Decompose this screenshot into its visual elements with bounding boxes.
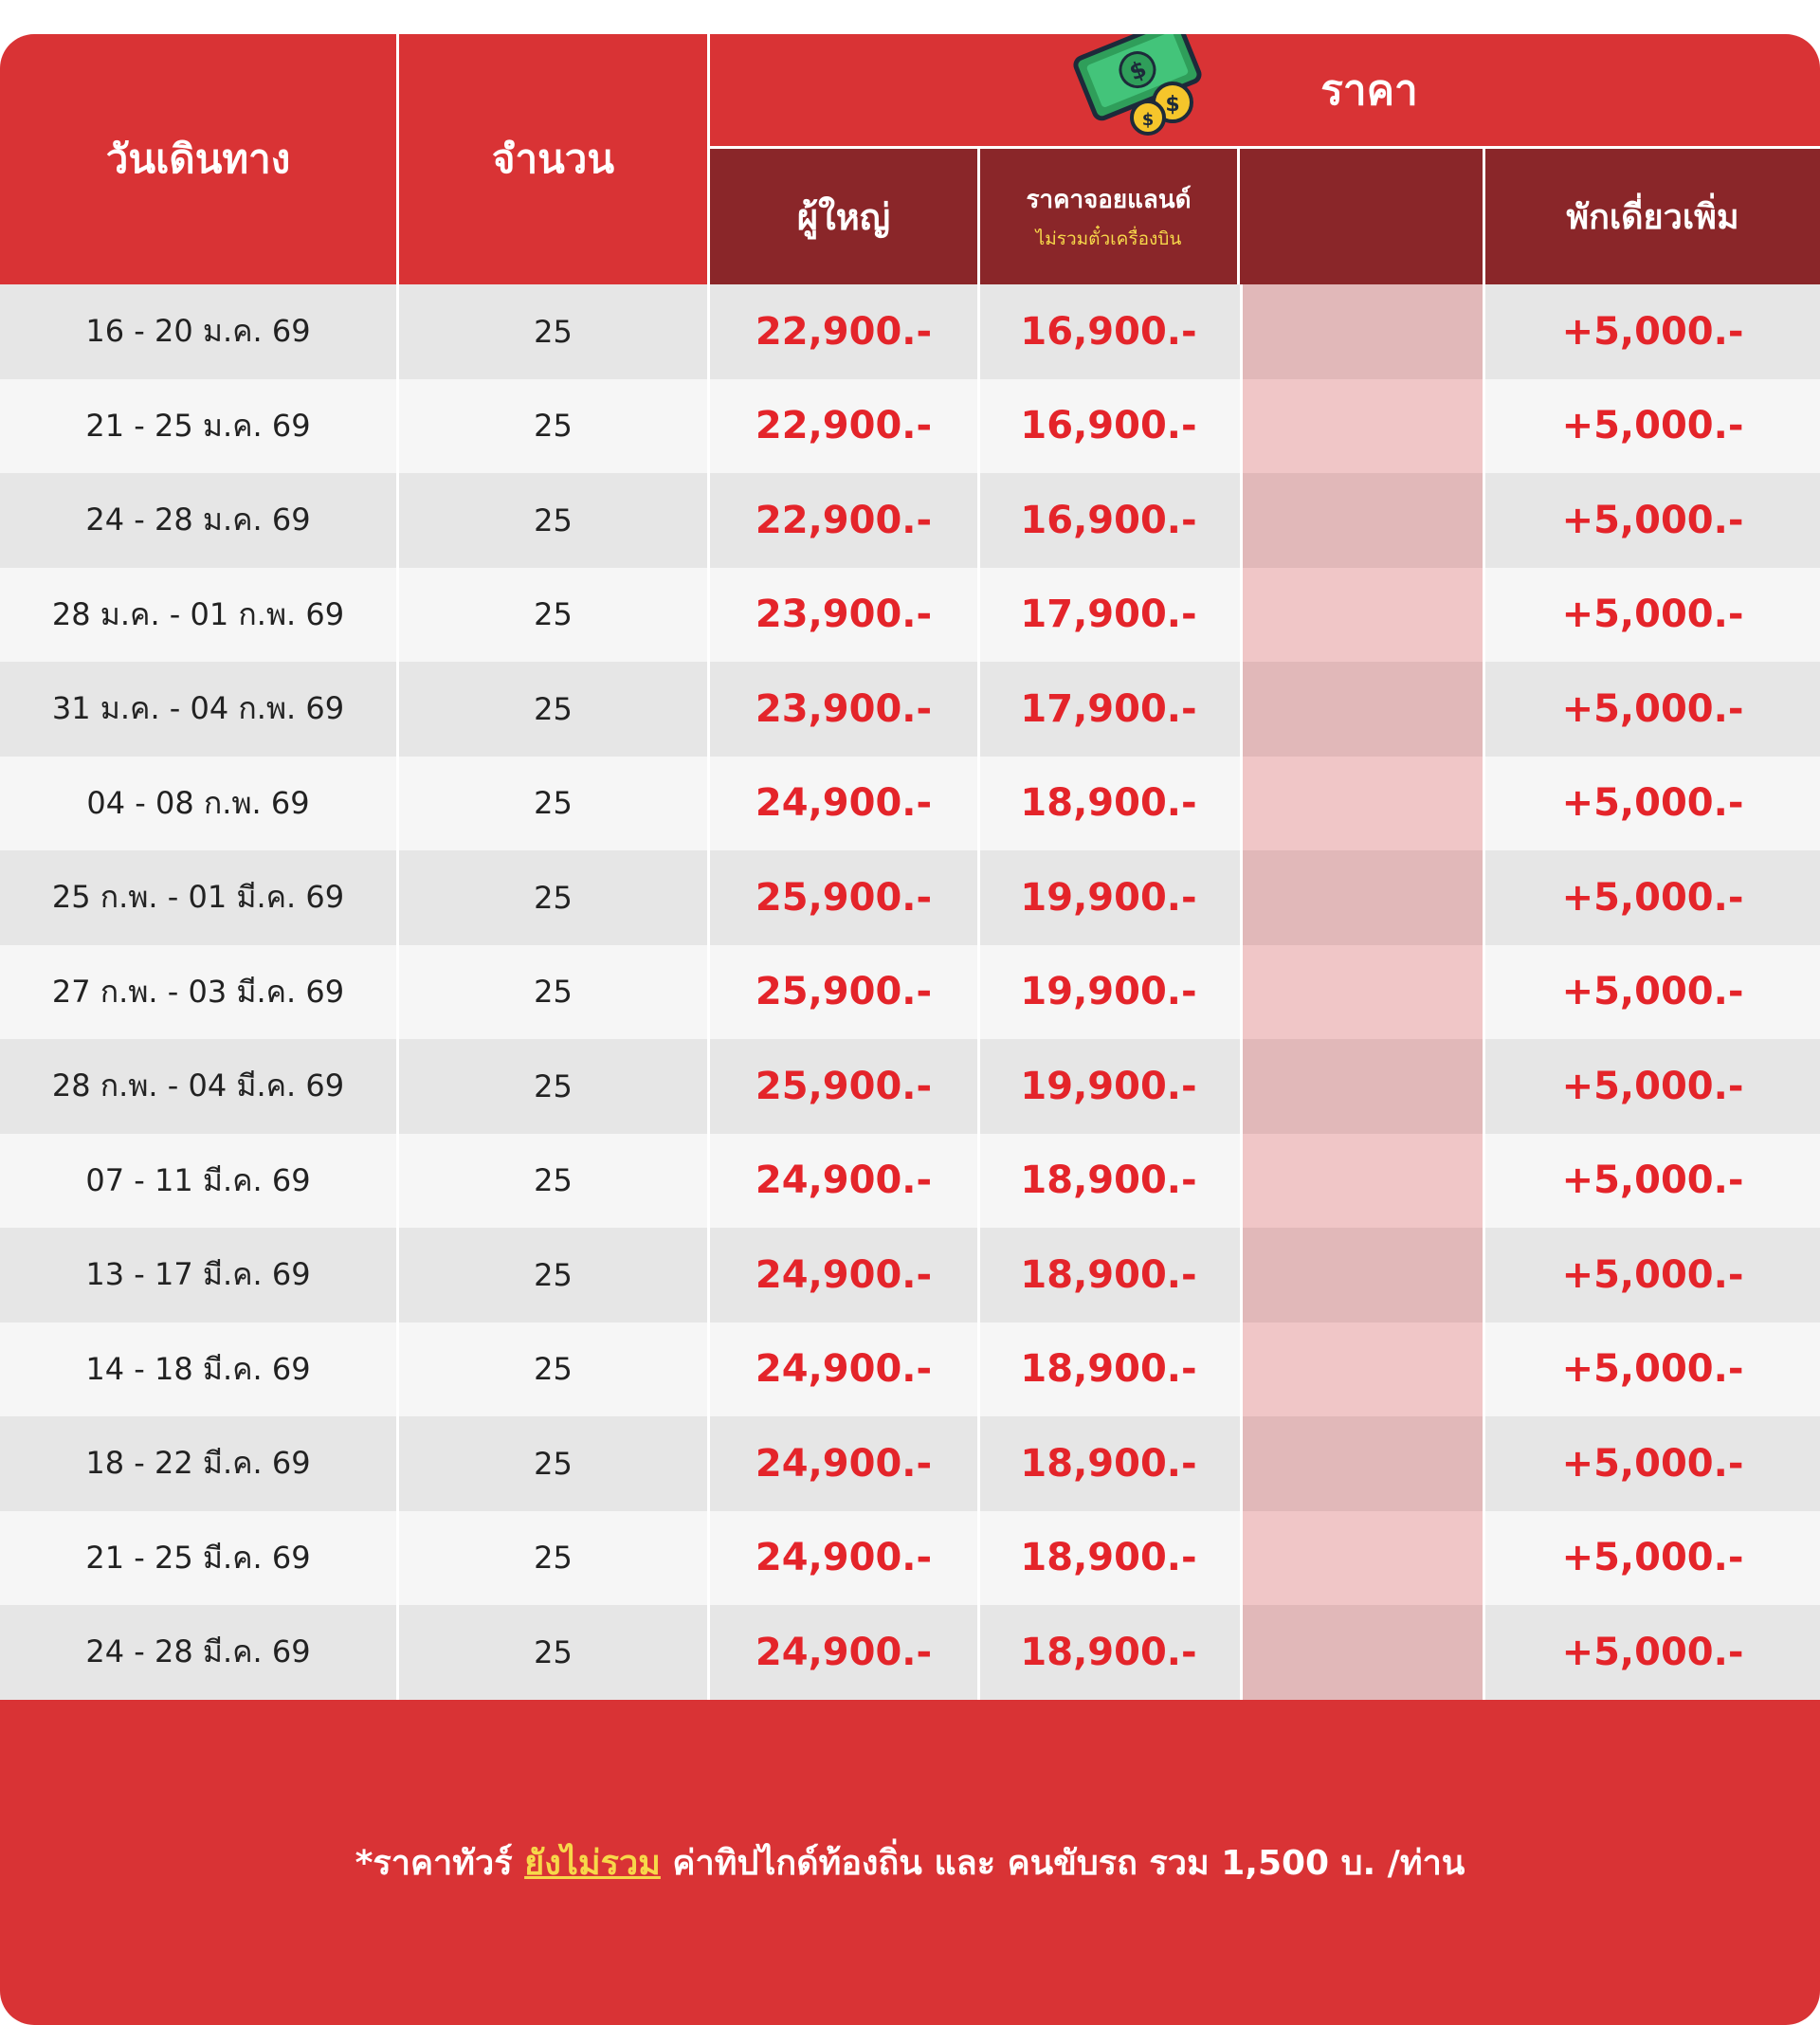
row-divider: [977, 379, 980, 474]
date-cell: 14 - 18 มี.ค. 69: [85, 1350, 311, 1387]
row-divider: [1240, 473, 1243, 568]
row-divider: [707, 379, 710, 474]
row-divider: [977, 1039, 980, 1134]
date-cell: 07 - 11 มี.ค. 69: [85, 1161, 311, 1198]
quantity-cell: 25: [534, 1445, 573, 1482]
adult-price-cell: 25,900.-: [755, 875, 933, 920]
row-divider: [977, 662, 980, 757]
svg-text:$: $: [1125, 55, 1151, 86]
row-divider: [1483, 1039, 1485, 1134]
header-divider: [710, 146, 1820, 149]
single-supplement-cell: +5,000.-: [1561, 1536, 1744, 1580]
single-supplement-cell: +5,000.-: [1561, 970, 1744, 1014]
joinland-price-cell: 16,900.-: [1020, 309, 1197, 354]
adult-price-cell: 23,900.-: [755, 593, 933, 637]
table-row: [0, 1134, 1820, 1229]
row-divider: [1483, 1511, 1485, 1606]
row-divider: [396, 1323, 399, 1417]
empty-cell: [1243, 1323, 1483, 1417]
joinland-price-cell: 18,900.-: [1020, 1158, 1197, 1203]
single-supplement-cell: +5,000.-: [1561, 781, 1744, 826]
footer-suffix: ค่าทิปไกด์ท้องถิ่น และ คนขับรถ รวม 1,500 บ. /ท่าน: [660, 1844, 1465, 1883]
header-divider: [1483, 149, 1485, 284]
adult-price-cell: 24,900.-: [755, 1252, 933, 1297]
header-single-supplement: [1485, 149, 1820, 284]
row-divider: [396, 850, 399, 945]
row-divider: [1240, 850, 1243, 945]
quantity-cell: 25: [534, 785, 573, 822]
row-divider: [396, 1511, 399, 1606]
table-row: [0, 1039, 1820, 1134]
row-divider: [977, 1605, 980, 1700]
row-divider: [396, 757, 399, 851]
joinland-price-cell: 19,900.-: [1020, 970, 1197, 1014]
single-supplement-cell: +5,000.-: [1561, 875, 1744, 920]
table-row: [0, 1605, 1820, 1700]
row-divider: [707, 473, 710, 568]
table-row: [0, 1416, 1820, 1511]
empty-cell: [1243, 379, 1483, 474]
row-divider: [707, 284, 710, 379]
header-joinland-note: ไม่รวมตั๋วเครื่องบิน: [1035, 228, 1182, 249]
svg-text:$: $: [1165, 93, 1180, 117]
adult-price-cell: 25,900.-: [755, 970, 933, 1014]
date-cell: 16 - 20 ม.ค. 69: [85, 313, 311, 350]
table-row: [0, 945, 1820, 1040]
row-divider: [1483, 1323, 1485, 1417]
adult-price-cell: 22,900.-: [755, 309, 933, 354]
price-table-card: [0, 34, 1820, 2025]
row-divider: [396, 945, 399, 1040]
quantity-cell: 25: [534, 408, 573, 445]
row-divider: [707, 1605, 710, 1700]
row-divider: [396, 1605, 399, 1700]
date-cell: 25 ก.พ. - 01 มี.ค. 69: [51, 879, 345, 916]
table-row: [0, 850, 1820, 945]
single-supplement-cell: +5,000.-: [1561, 1064, 1744, 1108]
row-divider: [1483, 757, 1485, 851]
table-row: [0, 1228, 1820, 1323]
date-cell: 21 - 25 มี.ค. 69: [85, 1539, 311, 1576]
adult-price-cell: 24,900.-: [755, 1347, 933, 1392]
adult-price-cell: 24,900.-: [755, 781, 933, 826]
row-divider: [396, 1228, 399, 1323]
row-divider: [1240, 1511, 1243, 1606]
row-divider: [707, 1228, 710, 1323]
row-divider: [396, 1039, 399, 1134]
header-empty-column: [1240, 149, 1483, 284]
row-divider: [1240, 284, 1243, 379]
row-divider: [396, 1416, 399, 1511]
row-divider: [977, 945, 980, 1040]
date-cell: 24 - 28 ม.ค. 69: [85, 502, 311, 538]
joinland-price-cell: 18,900.-: [1020, 1630, 1197, 1674]
footer-note: [0, 1700, 1820, 2025]
row-divider: [1240, 1416, 1243, 1511]
empty-cell: [1243, 1134, 1483, 1229]
quantity-cell: 25: [534, 1067, 573, 1104]
row-divider: [1240, 757, 1243, 851]
date-cell: 28 ม.ค. - 01 ก.พ. 69: [51, 595, 345, 632]
row-divider: [707, 1416, 710, 1511]
adult-price-cell: 24,900.-: [755, 1630, 933, 1674]
single-supplement-cell: +5,000.-: [1561, 404, 1744, 448]
date-cell: 28 ก.พ. - 04 มี.ค. 69: [51, 1067, 345, 1104]
row-divider: [977, 1323, 980, 1417]
date-cell: 24 - 28 มี.ค. 69: [85, 1633, 311, 1670]
svg-text:$: $: [1141, 110, 1155, 130]
quantity-cell: 25: [534, 1540, 573, 1577]
row-divider: [1483, 945, 1485, 1040]
quantity-cell: 25: [534, 1256, 573, 1293]
joinland-price-cell: 18,900.-: [1020, 1252, 1197, 1297]
row-divider: [1483, 379, 1485, 474]
row-divider: [977, 757, 980, 851]
quantity-cell: 25: [534, 879, 573, 916]
single-supplement-cell: +5,000.-: [1561, 1630, 1744, 1674]
row-divider: [707, 945, 710, 1040]
empty-cell: [1243, 757, 1483, 851]
row-divider: [1483, 1416, 1485, 1511]
money-icon: [1066, 34, 1218, 140]
header-price-label: ราคา: [1320, 66, 1418, 115]
single-supplement-cell: +5,000.-: [1561, 1441, 1744, 1486]
row-divider: [977, 1511, 980, 1606]
quantity-cell: 25: [534, 1162, 573, 1199]
adult-price-cell: 24,900.-: [755, 1158, 933, 1203]
joinland-price-cell: 19,900.-: [1020, 875, 1197, 920]
empty-cell: [1243, 1039, 1483, 1134]
empty-cell: [1243, 1228, 1483, 1323]
date-cell: 13 - 17 มี.ค. 69: [85, 1256, 311, 1293]
empty-cell: [1243, 850, 1483, 945]
header-quantity: จำนวน: [491, 136, 615, 182]
joinland-price-cell: 19,900.-: [1020, 1064, 1197, 1108]
row-divider: [977, 284, 980, 379]
row-divider: [707, 662, 710, 757]
row-divider: [396, 662, 399, 757]
quantity-cell: 25: [534, 502, 573, 538]
adult-price-cell: 24,900.-: [755, 1441, 933, 1486]
row-divider: [977, 1134, 980, 1229]
row-divider: [977, 473, 980, 568]
row-divider: [1240, 379, 1243, 474]
date-cell: 18 - 22 มี.ค. 69: [85, 1445, 311, 1482]
empty-cell: [1243, 1605, 1483, 1700]
table-row: [0, 568, 1820, 663]
row-divider: [977, 568, 980, 663]
joinland-price-cell: 18,900.-: [1020, 1441, 1197, 1486]
row-divider: [1483, 568, 1485, 663]
quantity-cell: 25: [534, 313, 573, 350]
adult-price-cell: 24,900.-: [755, 1536, 933, 1580]
single-supplement-cell: +5,000.-: [1561, 686, 1744, 731]
table-row: [0, 662, 1820, 757]
footer-prefix: *ราคาทัวร์: [355, 1844, 525, 1883]
date-cell: 31 ม.ค. - 04 ก.พ. 69: [51, 690, 345, 727]
row-divider: [707, 757, 710, 851]
header-price: [710, 34, 1820, 146]
empty-cell: [1243, 284, 1483, 379]
adult-price-cell: 25,900.-: [755, 1064, 933, 1108]
joinland-price-cell: 18,900.-: [1020, 1536, 1197, 1580]
row-divider: [1483, 1605, 1485, 1700]
row-divider: [1483, 850, 1485, 945]
row-divider: [707, 568, 710, 663]
row-divider: [396, 1134, 399, 1229]
date-cell: 27 ก.พ. - 03 มี.ค. 69: [51, 973, 345, 1010]
row-divider: [1240, 1323, 1243, 1417]
row-divider: [1240, 568, 1243, 663]
quantity-cell: 25: [534, 690, 573, 727]
header-divider: [977, 149, 980, 284]
row-divider: [1240, 1039, 1243, 1134]
row-divider: [1240, 662, 1243, 757]
row-divider: [396, 568, 399, 663]
header-joinland-label: ราคาจอยแลนด์: [1026, 186, 1192, 214]
row-divider: [1240, 1134, 1243, 1229]
footer-highlight: ยังไม่รวม: [524, 1844, 661, 1883]
header-travel-date: วันเดินทาง: [105, 136, 291, 182]
row-divider: [1240, 1228, 1243, 1323]
row-divider: [977, 1416, 980, 1511]
table-row: [0, 379, 1820, 474]
row-divider: [1483, 1134, 1485, 1229]
row-divider: [396, 473, 399, 568]
adult-price-cell: 22,900.-: [755, 404, 933, 448]
header-divider: [396, 34, 399, 284]
quantity-cell: 25: [534, 1351, 573, 1388]
row-divider: [1483, 473, 1485, 568]
single-supplement-cell: +5,000.-: [1561, 1347, 1744, 1392]
table-row: [0, 284, 1820, 379]
table-row: [0, 473, 1820, 568]
joinland-price-cell: 17,900.-: [1020, 686, 1197, 731]
row-divider: [707, 1039, 710, 1134]
row-divider: [707, 1511, 710, 1606]
header-divider: [1237, 149, 1240, 284]
row-divider: [707, 1323, 710, 1417]
joinland-price-cell: 18,900.-: [1020, 1347, 1197, 1392]
empty-cell: [1243, 662, 1483, 757]
row-divider: [396, 284, 399, 379]
row-divider: [977, 1228, 980, 1323]
date-cell: 04 - 08 ก.พ. 69: [86, 784, 310, 821]
adult-price-cell: 22,900.-: [755, 498, 933, 542]
joinland-price-cell: 18,900.-: [1020, 781, 1197, 826]
adult-price-cell: 23,900.-: [755, 686, 933, 731]
table-row: [0, 1511, 1820, 1606]
empty-cell: [1243, 473, 1483, 568]
empty-cell: [1243, 1416, 1483, 1511]
row-divider: [1483, 284, 1485, 379]
quantity-cell: 25: [534, 1633, 573, 1670]
single-supplement-cell: +5,000.-: [1561, 309, 1744, 354]
header-joinland-price: [980, 149, 1237, 284]
row-divider: [707, 1134, 710, 1229]
single-supplement-cell: +5,000.-: [1561, 498, 1744, 542]
quantity-cell: 25: [534, 974, 573, 1011]
row-divider: [1483, 662, 1485, 757]
row-divider: [977, 850, 980, 945]
empty-cell: [1243, 945, 1483, 1040]
header-single-label: พักเดี่ยวเพิ่ม: [1566, 198, 1739, 237]
price-table-body: [0, 284, 1820, 1700]
row-divider: [707, 850, 710, 945]
header-adult-label: ผู้ใหญ่: [796, 196, 891, 238]
row-divider: [1240, 945, 1243, 1040]
empty-cell: [1243, 568, 1483, 663]
joinland-price-cell: 17,900.-: [1020, 593, 1197, 637]
row-divider: [1240, 1605, 1243, 1700]
row-divider: [1483, 1228, 1485, 1323]
quantity-cell: 25: [534, 596, 573, 633]
header-adult-price: [710, 149, 977, 284]
date-cell: 21 - 25 ม.ค. 69: [85, 407, 311, 444]
single-supplement-cell: +5,000.-: [1561, 1252, 1744, 1297]
table-row: [0, 757, 1820, 851]
single-supplement-cell: +5,000.-: [1561, 1158, 1744, 1203]
header-divider: [707, 34, 710, 284]
empty-cell: [1243, 1511, 1483, 1606]
joinland-price-cell: 16,900.-: [1020, 404, 1197, 448]
joinland-price-cell: 16,900.-: [1020, 498, 1197, 542]
single-supplement-cell: +5,000.-: [1561, 593, 1744, 637]
row-divider: [396, 379, 399, 474]
table-row: [0, 1323, 1820, 1417]
